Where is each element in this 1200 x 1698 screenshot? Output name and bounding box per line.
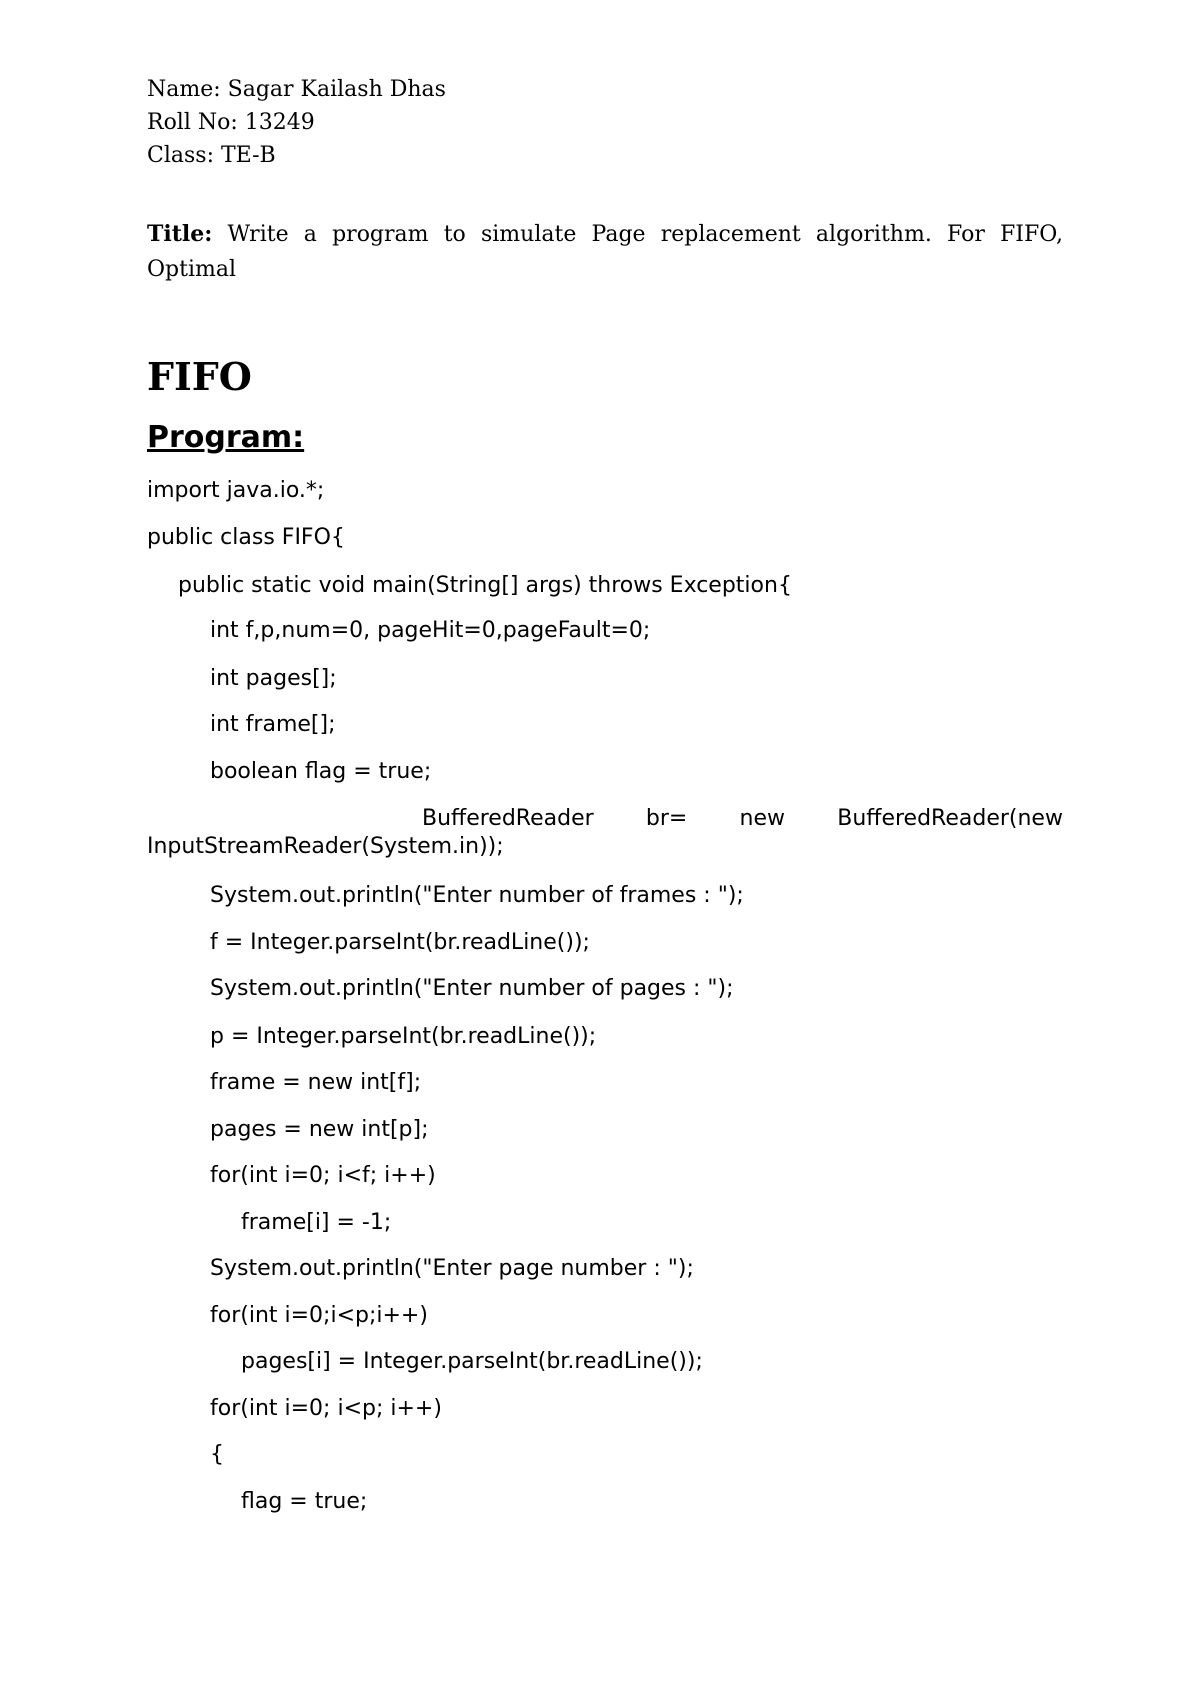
roll-number: Roll No: 13249 bbox=[147, 110, 315, 135]
code-line: public static void main(String[] args) throws Exception{ bbox=[178, 573, 792, 598]
code-line-wrapped bbox=[147, 805, 1063, 861]
code-line: p = Integer.parseInt(br.readLine()); bbox=[210, 1024, 597, 1049]
code-token: BufferedReader(new bbox=[837, 806, 1063, 831]
code-line: public class FIFO{ bbox=[147, 525, 345, 550]
section-heading: FIFO bbox=[147, 354, 252, 399]
code-line: frame[i] = -1; bbox=[241, 1210, 392, 1235]
code-line: flag = true; bbox=[241, 1489, 368, 1514]
code-line-wrapped-continuation: InputStreamReader(System.in)); bbox=[147, 834, 504, 859]
code-line: import java.io.*; bbox=[147, 478, 325, 503]
code-line: for(int i=0;i<p;i++) bbox=[210, 1303, 428, 1328]
code-line: int pages[]; bbox=[210, 666, 337, 691]
code-line: int frame[]; bbox=[210, 712, 336, 737]
code-line: pages[i] = Integer.parseInt(br.readLine()); bbox=[241, 1349, 703, 1374]
code-line: System.out.println("Enter number of pages : "); bbox=[210, 976, 734, 1001]
code-line: { bbox=[210, 1442, 224, 1467]
code-line-wrapped-first bbox=[147, 805, 1063, 833]
code-line: for(int i=0; i<f; i++) bbox=[210, 1163, 436, 1188]
code-line: int f,p,num=0, pageHit=0,pageFault=0; bbox=[210, 618, 651, 643]
code-line: boolean flag = true; bbox=[210, 759, 432, 784]
code-line: pages = new int[p]; bbox=[210, 1117, 429, 1142]
code-line: frame = new int[f]; bbox=[210, 1070, 422, 1095]
program-heading: Program: bbox=[147, 420, 305, 455]
student-name: Name: Sagar Kailash Dhas bbox=[147, 77, 446, 102]
title-label: Title: bbox=[147, 221, 213, 247]
class-name: Class: TE-B bbox=[147, 143, 276, 168]
code-line: System.out.println("Enter number of frames : "); bbox=[210, 883, 744, 908]
code-line: for(int i=0; i<p; i++) bbox=[210, 1396, 442, 1421]
code-token: br= bbox=[645, 806, 688, 831]
code-line: System.out.println("Enter page number : "); bbox=[210, 1256, 694, 1281]
code-token: BufferedReader bbox=[422, 806, 594, 831]
assignment-title bbox=[147, 217, 1063, 287]
code-line: f = Integer.parseInt(br.readLine()); bbox=[210, 930, 590, 955]
code-token: new bbox=[739, 806, 786, 831]
title-text: Write a program to simulate Page replacement algorithm. For FIFO, Optimal bbox=[147, 222, 1063, 282]
